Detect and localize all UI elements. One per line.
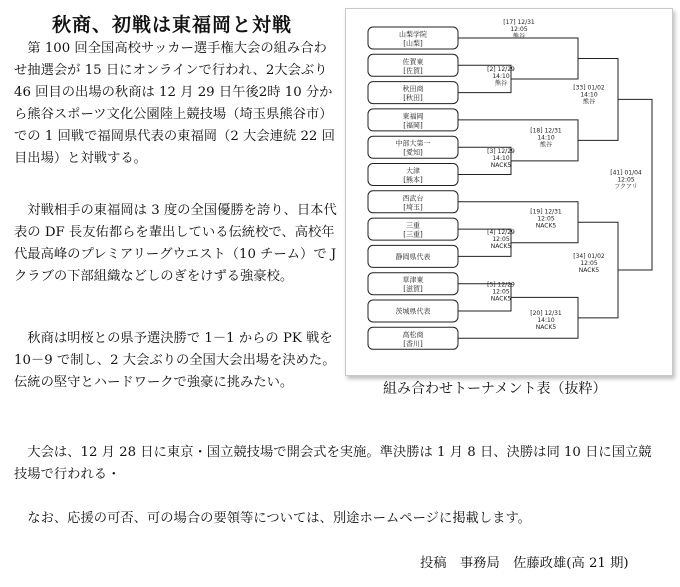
article-paragraph-2: 対戦相手の東福岡は 3 度の全国優勝を誇り、日本代表の DF 長友佑都らを輩出している伝統校で、高校年代最高峰のプレミアリーグウエスト（10 チーム）で J クラブの下部組織などしのぎをけずる強豪校。 [14,203,337,284]
match-time: 12:05 [510,26,528,33]
article-paragraph-5: なお、応援の可否、可の場合の要領等については、別途ホームページに掲載します。 [14,511,531,526]
match-time: 14:10 [580,91,598,99]
match-id: [34] 01/02 [573,253,605,261]
match-venue: NACK5 [490,242,512,250]
match-time: 14:10 [537,316,555,324]
match-id: [20] 12/31 [530,309,562,317]
match-id: [5] 12/29 [487,281,515,289]
team-name: 山梨学院 [399,30,427,39]
article-paragraph-3: 秋商は明桜との県予選決勝で 1－1 からの PK 戦を 10－9 で制し、2 大会ぶりの全国大会出場を決めた。伝統の堅守とハードワークで強豪に挑みたい。 [14,331,336,390]
team-name: 静岡県代表 [395,252,431,261]
team-prefecture: [三重] [403,230,423,239]
bracket-line [458,120,578,161]
match-time: 14:10 [537,134,555,142]
match-time: 12:05 [492,235,510,243]
match-time: 12:05 [537,215,555,223]
team-name: 高松商 [402,330,424,339]
match-venue: NACK5 [490,161,512,169]
match-time: 14:10 [492,72,510,80]
team-prefecture: [熊本] [403,176,423,184]
bracket-line [458,297,578,338]
team-name: 茨城県代表 [395,307,431,316]
match-venue: フクアリ [614,183,638,191]
team-name: 佐賀東 [402,57,424,66]
team-name: 草津東 [402,276,424,285]
article-paragraph-1: 第 100 回全国高校サッカー選手権大会の組み合わせ抽選会が 15 日にオンラインで行われ、2大会ぶり 46 回目の出場の秋商は 12 月 29 日午後2時 10 分から熊谷スポーツ文化公園陸上競技場（埼玉県熊谷市）での 1 回戦で福岡県代表の東福岡（2 大会連続 22 回目出場）と対戦する。 [14,41,335,166]
team-name: 三重 [406,221,420,230]
match-time: 12:05 [617,176,635,184]
article-paragraph-4: 大会は、12 月 28 日に東京・国立競技場で開会式を実施。準決勝は 1 月 8 日、決勝は同 10 日に国立競技場で行われる・ [14,445,652,482]
match-id: [4] 12/29 [487,228,515,236]
match-venue: NACK5 [535,222,557,230]
match-venue: NACK5 [578,267,600,275]
match-time: 14:10 [492,154,510,162]
team-name: 中部大第一 [395,139,431,148]
match-id: [41] 01/04 [610,169,642,177]
match-venue: 熊谷 [512,33,526,40]
team-prefecture: [福岡] [403,121,423,130]
match-venue: 熊谷 [539,141,553,149]
tournament-bracket [345,8,673,376]
match-id: [17] 12/31 [503,19,535,26]
match-venue: 熊谷 [582,98,596,106]
team-name: 秋田商 [402,85,424,94]
match-id: [33] 01/02 [573,84,605,92]
team-prefecture: [香川] [403,339,423,348]
match-id: [2] 12/29 [487,65,515,73]
match-venue: NACK5 [490,295,512,303]
byline: 投稿 事務局 佐藤政雄(高 21 期) [420,556,629,571]
match-time: 12:05 [580,260,598,268]
bracket-caption: 組み合わせトーナメント表（抜粋） [383,381,607,397]
team-prefecture: [愛知] [403,148,423,157]
team-name: 西武台 [402,194,424,203]
team-name: 大津 [406,167,420,175]
match-venue: NACK5 [535,323,557,331]
team-prefecture: [埼玉] [403,203,423,212]
article-title: 秋商、初戦は東福岡と対戦 [52,14,293,36]
team-prefecture: [秋田] [403,94,423,103]
match-id: [19] 12/31 [530,208,562,216]
team-prefecture: [山梨] [403,39,423,48]
bracket-svg [346,9,672,375]
team-prefecture: [佐賀] [403,66,423,75]
team-prefecture: [滋賀] [403,285,423,294]
team-name: 東福岡 [402,112,424,121]
bracket-line [458,38,578,79]
match-venue: 熊谷 [494,79,508,87]
match-id: [3] 12/29 [487,147,515,155]
match-id: [18] 12/31 [530,127,562,135]
match-time: 12:05 [492,288,510,296]
